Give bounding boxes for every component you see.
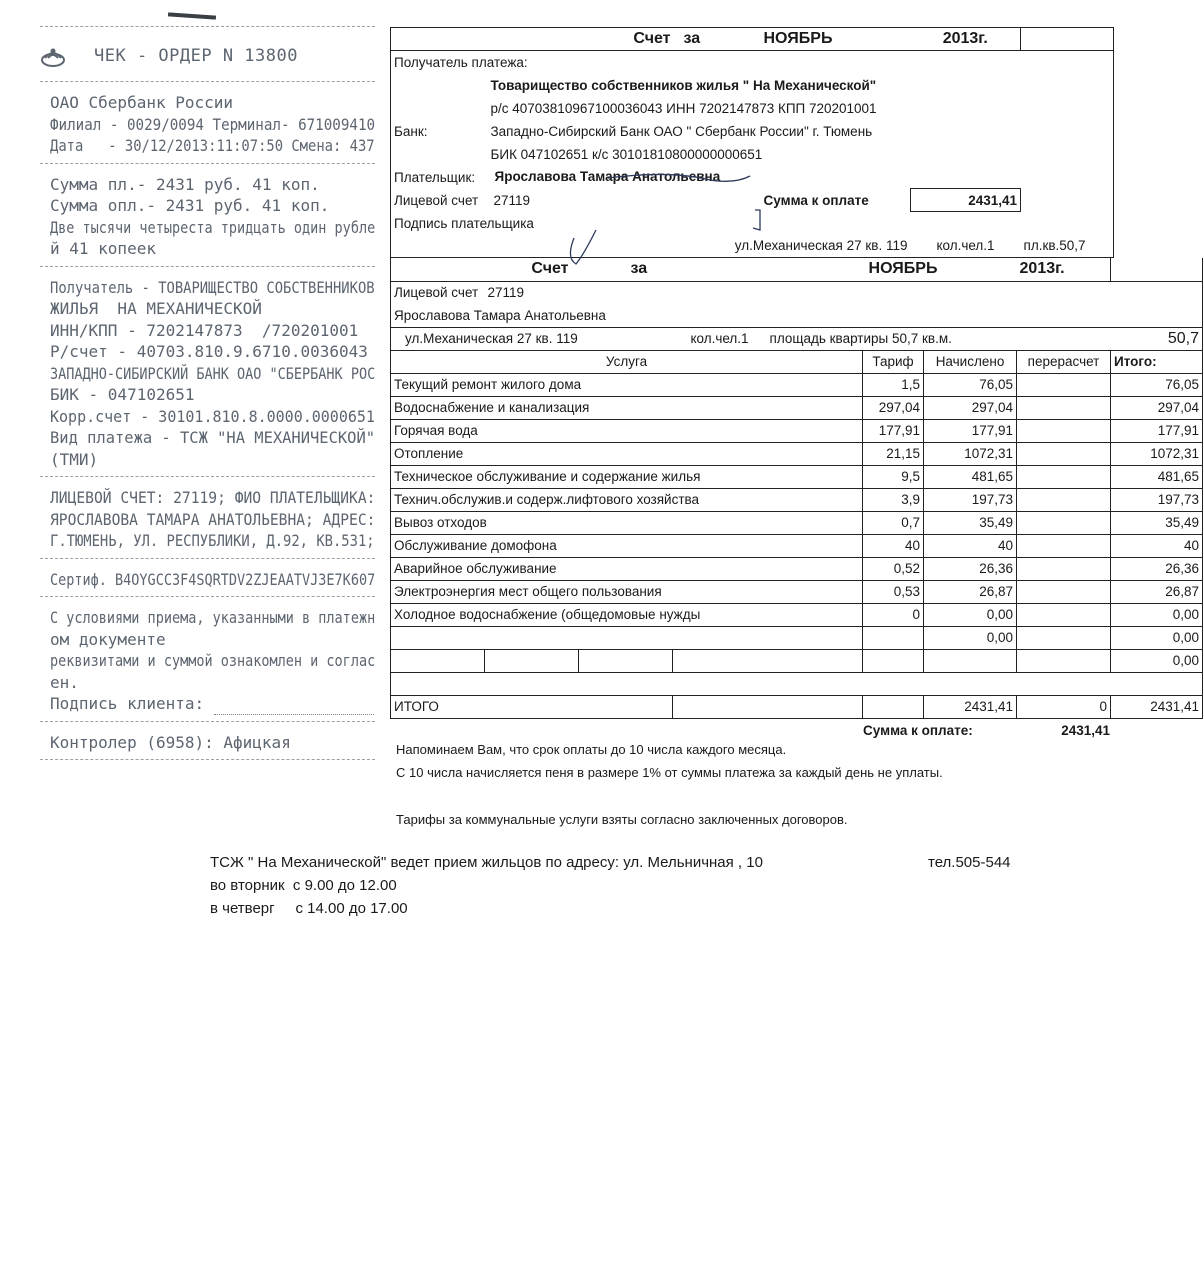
bill-bottom-area-label: площадь квартиры 50,7 кв.м.: [767, 327, 1111, 350]
cell-service: Электроэнергия мест общего пользования: [391, 580, 863, 603]
cell-empty: [485, 649, 579, 672]
cell-recalc: [1017, 603, 1111, 626]
receipt-divider: [40, 759, 375, 760]
cell-service: Обслуживание домофона: [391, 534, 863, 557]
bill-bottom-schet-label: Счет: [531, 260, 569, 278]
bill-recipient-name: Товарищество собственников жилья " На Механической": [490, 77, 877, 93]
cell-service: Техническое обслуживание и содержание жилья: [391, 465, 863, 488]
cash-receipt: [40, 14, 375, 766]
cell-recalc: [1017, 649, 1111, 672]
receipt-terms-block: [40, 603, 375, 717]
cell-total: 177,91: [1111, 419, 1203, 442]
cell-recalc: [1017, 488, 1111, 511]
cell-total: 76,05: [1111, 373, 1203, 396]
cell-tariff: [863, 649, 924, 672]
cell-charged: 197,73: [924, 488, 1017, 511]
notes-penalty: С 10 числа начисляется пеня в размере 1% от суммы платежа за каждый день не уплаты.: [396, 765, 943, 780]
office-phone: тел.505-544: [928, 854, 1011, 871]
cell-recalc: [1017, 442, 1111, 465]
cell-service: [391, 626, 863, 649]
services-total-row: [391, 695, 1203, 718]
table-row: [391, 557, 1203, 580]
cell-tariff: 0: [863, 603, 924, 626]
bill-top-year: 2013г.: [911, 28, 1021, 51]
cell-service: Отопление: [391, 442, 863, 465]
bill-bottom-schet: [391, 258, 579, 281]
receipt-sum-block: [40, 170, 375, 262]
bill-bottom-residents: кол.чел.1: [673, 327, 767, 350]
cell-recalc: [1017, 396, 1111, 419]
table-row: [391, 488, 1203, 511]
cell-recalc: [1017, 626, 1111, 649]
bill-sum-label: Сумма к оплате: [763, 192, 869, 208]
receipt-payer-block: [40, 483, 375, 554]
cell-charged: 481,65: [924, 465, 1017, 488]
sberbank-logo-icon: [40, 46, 66, 68]
cell-charged: 177,91: [924, 419, 1017, 442]
bill-payer-label: Плательщик:: [394, 169, 476, 185]
receipt-recipient-line: Вид платежа - ТСЖ "НА МЕХАНИЧЕСКОЙ": [50, 428, 376, 447]
table-row: [391, 534, 1203, 557]
bill-sign-label: Подпись плательщика: [394, 215, 534, 231]
receipt-divider: [40, 476, 375, 477]
bill-bik-line: БИК 047102651 к/с 30101810800000000651: [490, 146, 763, 162]
bill-pay-value: 2431,41: [1061, 722, 1110, 738]
receipt-terms-line: ен.: [50, 672, 79, 692]
bill-bottom-account-no: 27119: [487, 285, 525, 301]
receipt-terms-line: С условиями приема, указанными в платежн: [50, 608, 376, 627]
receipt-recipient-line: ЖИЛЬЯ НА МЕХАНИЧЕСКОЙ: [50, 299, 262, 318]
receipt-payer-line: ЛИЦЕВОЙ СЧЕТ: 27119; ФИО ПЛАТЕЛЬЩИКА:: [50, 488, 376, 507]
bill-account-no: 27119: [493, 192, 531, 208]
cell-empty: [767, 672, 863, 695]
table-row: [391, 580, 1203, 603]
table-row: [391, 649, 1203, 672]
receipt-recipient-block: [40, 273, 375, 473]
cell-empty: [391, 672, 485, 695]
cell-empty: [1111, 672, 1203, 695]
bill-top-residents: кол.чел.1: [936, 238, 995, 254]
total-charged: 2431,41: [924, 695, 1017, 718]
header-tariff: Тариф: [863, 350, 924, 373]
receipt-divider: [40, 558, 375, 559]
cell-recalc: [1017, 557, 1111, 580]
table-row-spacer: [391, 672, 1203, 695]
cell-recalc: [1017, 534, 1111, 557]
header-service: Услуга: [391, 350, 863, 373]
bill-notes: [396, 738, 943, 831]
bill-recipient-label: Получатель платежа:: [394, 54, 528, 70]
bill-top-schet-label: Счет: [633, 30, 671, 47]
receipt-client-sign-line: [214, 701, 374, 715]
table-row: [391, 626, 1203, 649]
cell-service: Водоснабжение и канализация: [391, 396, 863, 419]
receipt-payer-line: ЯРОСЛАВОВА ТАМАРА АНАТОЛЬЕВНА; АДРЕС:: [50, 509, 376, 529]
cell-recalc: [1017, 373, 1111, 396]
receipt-bank-line: ОАО Сбербанк России: [50, 93, 234, 112]
bill-top-address: ул.Механическая 27 кв. 119: [734, 238, 908, 254]
receipt-bank-line: Филиал - 0029/0094 Терминал- 671009410: [50, 114, 376, 134]
cell-empty: [863, 672, 924, 695]
cell-tariff: 177,91: [863, 419, 924, 442]
cell-recalc: [1017, 511, 1111, 534]
receipt-recipient-line: Корр.счет - 30101.810.8.0000.0000651: [50, 406, 375, 426]
cell-tariff: 0,7: [863, 511, 924, 534]
receipt-sum-line: й 41 копеек: [50, 239, 156, 258]
cell-empty: [391, 649, 485, 672]
cell-service: Горячая вода: [391, 419, 863, 442]
cell-charged: 76,05: [924, 373, 1017, 396]
cell-total: 1072,31: [1111, 442, 1203, 465]
notes-reminder: Напоминаем Вам, что срок оплаты до 10 числа каждого месяца.: [396, 742, 787, 757]
table-row: [391, 465, 1203, 488]
receipt-recipient-line: Получатель - ТОВАРИЩЕСТВО СОБСТВЕННИКОВ: [50, 277, 375, 297]
services-table-body: [391, 373, 1203, 695]
cell-charged: 297,04: [924, 396, 1017, 419]
cell-empty: [485, 672, 579, 695]
bill-top-month: НОЯБРЬ: [761, 28, 911, 51]
receipt-bank-line: Дата - 30/12/2013:11:07:50 Смена: 437: [50, 136, 375, 155]
receipt-sum-line: Сумма опл.- 2431 руб. 41 коп.: [50, 196, 330, 215]
bill-account-line: р/с 40703810967100036043 ИНН 7202147873 КПП 720201001: [490, 100, 877, 116]
cell-charged: 0,00: [924, 603, 1017, 626]
notes-tariffs: Тарифы за коммунальные услуги взяты согласно заключенных договоров.: [396, 812, 848, 827]
cell-total: 0,00: [1111, 649, 1203, 672]
bill-bank-name: Западно-Сибирский Банк ОАО " Сбербанк России" г. Тюмень: [490, 123, 873, 139]
cell-tariff: 21,15: [863, 442, 924, 465]
cell-service: Вывоз отходов: [391, 511, 863, 534]
cell-service: [673, 649, 863, 672]
total-label: ИТОГО: [391, 695, 673, 718]
cell-tariff: 3,9: [863, 488, 924, 511]
bill-sum-value: 2431,41: [911, 189, 1021, 212]
receipt-bank-block: [40, 88, 375, 159]
table-row: [391, 396, 1203, 419]
cell-total: 26,87: [1111, 580, 1203, 603]
cell-empty: [924, 672, 1017, 695]
cell-empty: [673, 672, 767, 695]
total-recalc: 0: [1017, 695, 1111, 718]
office-hours: [210, 851, 1011, 920]
cell-recalc: [1017, 580, 1111, 603]
table-row: [391, 603, 1203, 626]
cell-charged: 1072,31: [924, 442, 1017, 465]
receipt-client-sign-label: Подпись клиента:: [50, 694, 205, 713]
cell-total: 0,00: [1111, 603, 1203, 626]
header-recalc: перерасчет: [1017, 350, 1111, 373]
cell-service: Холодное водоснабжение (общедомовые нужды: [391, 603, 863, 626]
payer-signature: [560, 168, 780, 268]
cell-total: 197,73: [1111, 488, 1203, 511]
bill-bottom-year: 2013г.: [1017, 258, 1111, 281]
bill-bottom-area-value: 50,7: [1111, 327, 1203, 350]
cell-tariff: 9,5: [863, 465, 924, 488]
receipt-recipient-line: ИНН/КПП - 7202147873 /720201001: [50, 320, 359, 340]
cell-tariff: 0,52: [863, 557, 924, 580]
bill-bank-label: Банк:: [394, 123, 428, 139]
bill-bottom-section: [390, 258, 1203, 719]
cell-tariff: 297,04: [863, 396, 924, 419]
receipt-terms-line: ом документе: [50, 629, 166, 649]
cell-recalc: [1017, 419, 1111, 442]
cell-total: 0,00: [1111, 626, 1203, 649]
table-row: [391, 511, 1203, 534]
receipt-recipient-line: ЗАПАДНО-СИБИРСКИЙ БАНК ОАО "СБЕРБАНК РОС: [50, 363, 376, 383]
receipt-payer-line: Г.ТЮМЕНЬ, УЛ. РЕСПУБЛИКИ, Д.92, КВ.531;: [50, 531, 375, 550]
table-row: [391, 373, 1203, 396]
bill-top-za: за: [681, 28, 761, 51]
cell-charged: 35,49: [924, 511, 1017, 534]
cell-charged: [924, 649, 1017, 672]
table-row: [391, 419, 1203, 442]
receipt-divider: [40, 81, 375, 82]
bill-bottom-address: ул.Механическая 27 кв. 119: [391, 327, 673, 350]
receipt-recipient-line: Р/счет - 40703.810.9.6710.0036043: [50, 342, 368, 361]
cell-service: Технич.обслужив.и содерж.лифтового хозяйства: [391, 488, 863, 511]
receipt-title: ЧЕК - ОРДЕР N 13800: [94, 46, 298, 67]
bill-bottom-payer-name: Ярославова Тамара Анатольевна: [394, 307, 606, 323]
cell-charged: 40: [924, 534, 1017, 557]
receipt-controller: Контролер (6958): Афицкая: [50, 732, 291, 752]
bill-bottom-month: НОЯБРЬ: [863, 258, 1017, 281]
receipt-divider: [40, 596, 375, 597]
header-charged: Начислено: [924, 350, 1017, 373]
cell-empty: [579, 649, 673, 672]
bill-payer-name: Ярославова Тамара Анатольевна: [494, 169, 721, 185]
receipt-cert-block: [40, 565, 375, 593]
cell-tariff: 0,53: [863, 580, 924, 603]
header-total: Итого:: [1111, 350, 1203, 373]
cell-tariff: [863, 626, 924, 649]
receipt-divider: [40, 26, 375, 27]
receipt-header: [40, 37, 375, 77]
office-address: ТСЖ " На Механической" ведет прием жильцов по адресу: ул. Мельничная , 10: [210, 854, 763, 871]
cell-service: Аварийное обслуживание: [391, 557, 863, 580]
cell-charged: 0,00: [924, 626, 1017, 649]
bill-top-schet: [391, 28, 681, 51]
receipt-controller-block: [40, 728, 375, 756]
cell-total: 35,49: [1111, 511, 1203, 534]
cell-tariff: 40: [863, 534, 924, 557]
bill-account-label: Лицевой счет: [394, 192, 479, 208]
cell-total: 481,65: [1111, 465, 1203, 488]
receipt-client-sign: [50, 693, 375, 715]
cell-empty: [579, 672, 673, 695]
cell-recalc: [1017, 465, 1111, 488]
office-tuesday: во вторник с 9.00 до 12.00: [210, 877, 397, 894]
cell-total: 40: [1111, 534, 1203, 557]
receipt-cert: Сертиф. B4OYGCC3F4SQRTDV2ZJEAATVJ3E7K607: [50, 569, 376, 589]
cell-tariff: 1,5: [863, 373, 924, 396]
office-thursday: в четверг с 14.00 до 17.00: [210, 900, 408, 917]
receipt-terms-line: реквизитами и суммой ознакомлен и соглас: [50, 651, 376, 670]
bill-top-area: пл.кв.50,7: [1023, 238, 1086, 254]
utility-bill: [390, 27, 1200, 742]
receipt-recipient-line: (ТМИ): [50, 449, 99, 469]
receipt-divider: [40, 163, 375, 164]
receipt-sum-line: Сумма пл.- 2431 руб. 41 коп.: [50, 174, 320, 194]
receipt-recipient-line: БИК - 047102651: [50, 385, 195, 404]
bill-bottom-account-label: Лицевой счет: [394, 285, 479, 301]
cell-total: 297,04: [1111, 396, 1203, 419]
bill-top-corner-cell: [1021, 28, 1114, 51]
bill-bottom-za: за: [579, 258, 767, 281]
cell-charged: 26,36: [924, 557, 1017, 580]
receipt-sum-line: Две тысячи четыреста тридцать один рубле: [50, 217, 376, 237]
bill-pay-label: Сумма к оплате:: [863, 722, 973, 738]
cell-charged: 26,87: [924, 580, 1017, 603]
services-table-header: [391, 350, 1203, 373]
cell-empty: [1017, 672, 1111, 695]
receipt-top-mark: [168, 12, 216, 19]
receipt-divider: [40, 721, 375, 722]
cell-service: Текущий ремонт жилого дома: [391, 373, 863, 396]
table-row: [391, 442, 1203, 465]
receipt-divider: [40, 266, 375, 267]
cell-total: 26,36: [1111, 557, 1203, 580]
total-total: 2431,41: [1111, 695, 1203, 718]
